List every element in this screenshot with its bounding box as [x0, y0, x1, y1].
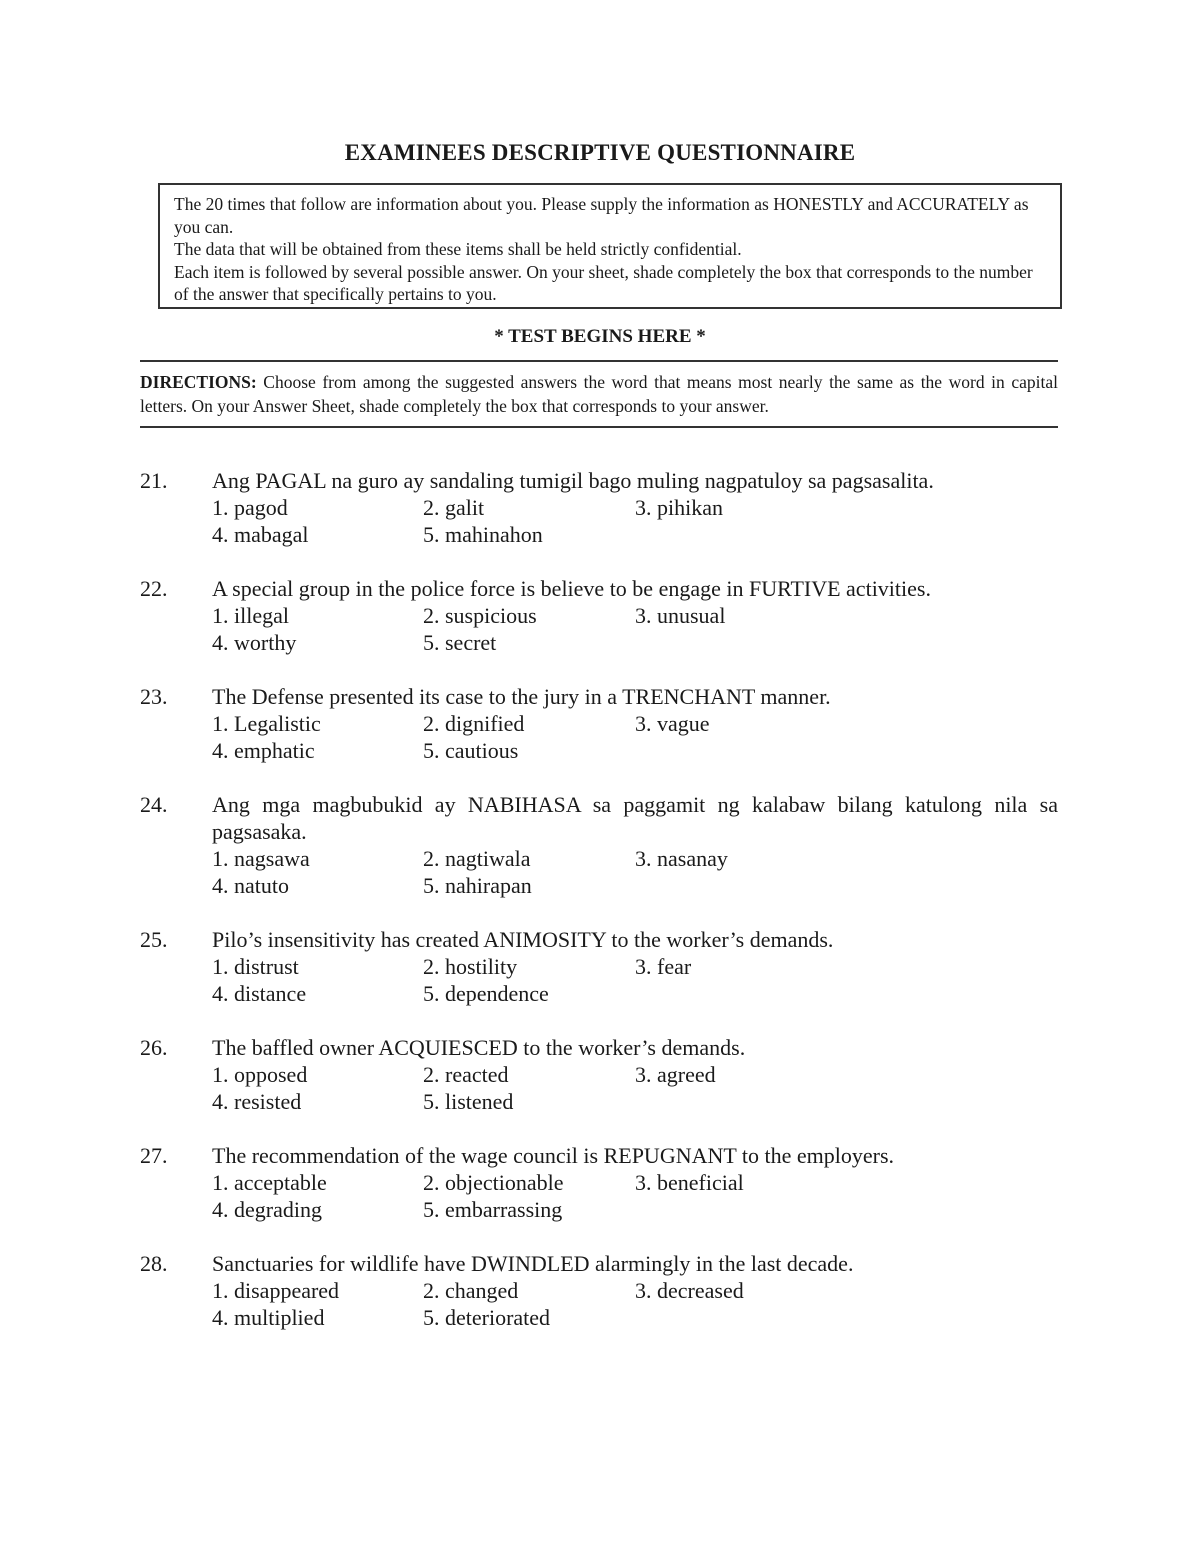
choice-option: 3. beneficial: [635, 1170, 744, 1195]
choice-option: 5. embarrassing: [423, 1197, 563, 1222]
directions-label: DIRECTIONS:: [140, 372, 257, 392]
choice-option: 2. objectionable: [423, 1170, 564, 1195]
choice-option: 5. listened: [423, 1089, 514, 1114]
choice-list: [212, 710, 1058, 764]
choice-option: 4. mabagal: [212, 522, 309, 547]
question-text: Ang mga magbubukid ay NABIHASA sa paggamit ng kalabaw bilang katulong nila sa pagsasaka.: [212, 792, 1058, 844]
instructions-line: The 20 times that follow are information about you. Please supply the information as HONESTLY and ACCURATELY as you can.: [174, 194, 1029, 237]
question-number: 27.: [140, 1143, 168, 1168]
choice-option: 2. suspicious: [423, 603, 537, 628]
question-item: [140, 683, 1058, 764]
question-text: A special group in the police force is believe to be engage in FURTIVE activities.: [212, 576, 931, 601]
choice-option: 1. pagod: [212, 495, 288, 520]
choice-option: 3. nasanay: [635, 846, 728, 871]
choice-option: 5. cautious: [423, 738, 519, 763]
question-number: 23.: [140, 684, 168, 709]
choice-option: 1. illegal: [212, 603, 289, 628]
question-number: 26.: [140, 1035, 168, 1060]
question-text: Sanctuaries for wildlife have DWINDLED alarmingly in the last decade.: [212, 1251, 854, 1276]
choice-option: 5. mahinahon: [423, 522, 543, 547]
choice-option: 5. deteriorated: [423, 1305, 551, 1330]
choice-option: 3. unusual: [635, 603, 726, 628]
choice-option: 5. dependence: [423, 981, 549, 1006]
question-number: 28.: [140, 1251, 168, 1276]
question-item: [140, 1250, 1058, 1331]
question-number: 24.: [140, 792, 168, 817]
question-number: 22.: [140, 576, 168, 601]
choice-option: 2. changed: [423, 1278, 519, 1303]
choice-list: [212, 1169, 1058, 1223]
choice-option: 1. disappeared: [212, 1278, 340, 1303]
choice-option: 1. opposed: [212, 1062, 308, 1087]
question-number: 21.: [140, 468, 168, 493]
divider-bottom: [140, 426, 1058, 428]
choice-option: 2. reacted: [423, 1062, 509, 1087]
test-begins-heading: * TEST BEGINS HERE *: [494, 326, 706, 347]
choice-option: 3. vague: [635, 711, 710, 736]
choice-list: [212, 845, 1058, 899]
question-item: [140, 467, 1058, 548]
choice-option: 2. hostility: [423, 954, 518, 979]
question-text: The Defense presented its case to the jury in a TRENCHANT manner.: [212, 684, 831, 709]
choice-option: 2. dignified: [423, 711, 525, 736]
choice-list: [212, 494, 1058, 548]
choice-option: 2. nagtiwala: [423, 846, 531, 871]
choice-list: [212, 1061, 1058, 1115]
choice-option: 1. Legalistic: [212, 711, 321, 736]
directions: [140, 370, 1058, 418]
question-number: 25.: [140, 927, 168, 952]
choice-option: 4. emphatic: [212, 738, 315, 763]
choice-option: 1. nagsawa: [212, 846, 310, 871]
question-text: Pilo’s insensitivity has created ANIMOSITY to the worker’s demands.: [212, 927, 834, 952]
instructions-line: Each item is followed by several possible answer. On your sheet, shade completely the box that corresponds to the number of the answer that specifically pertains to you.: [174, 261, 1033, 304]
question-text: Ang PAGAL na guro ay sandaling tumigil bago muling nagpatuloy sa pagsasalita.: [212, 468, 934, 493]
choice-option: 5. nahirapan: [423, 873, 532, 898]
choice-option: 3. fear: [635, 954, 692, 979]
directions-text: Choose from among the suggested answers the word that means most nearly the same as the word in capital letters. On your Answer Sheet, shade completely the box that corresponds to your answer.: [140, 372, 1058, 416]
page-title: EXAMINEES DESCRIPTIVE QUESTIONNAIRE: [344, 140, 856, 165]
choice-option: 1. distrust: [212, 954, 299, 979]
question-text: The baffled owner ACQUIESCED to the worker’s demands.: [212, 1035, 746, 1060]
choice-option: 2. galit: [423, 495, 485, 520]
choice-option: 4. natuto: [212, 873, 289, 898]
question-item: [140, 1034, 1058, 1115]
choice-option: 3. agreed: [635, 1062, 716, 1087]
choice-list: [212, 602, 1058, 656]
choice-option: 3. pihikan: [635, 495, 723, 520]
choice-option: 4. distance: [212, 981, 307, 1006]
choice-option: 4. resisted: [212, 1089, 302, 1114]
instructions-line: The data that will be obtained from these items shall be held strictly confidential.: [174, 239, 742, 259]
question-item: [140, 575, 1058, 656]
choice-list: [212, 953, 1058, 1007]
choice-option: 4. worthy: [212, 630, 297, 655]
choice-option: 4. degrading: [212, 1197, 322, 1222]
question-item: [140, 791, 1058, 899]
question-item: [140, 926, 1058, 1007]
choice-option: 5. secret: [423, 630, 497, 655]
choice-option: 3. decreased: [635, 1278, 744, 1303]
question-item: [140, 1142, 1058, 1223]
question-text: The recommendation of the wage council is REPUGNANT to the employers.: [212, 1143, 895, 1168]
instructions-box: [158, 183, 1062, 309]
choice-option: 4. multiplied: [212, 1305, 325, 1330]
divider-top: [140, 360, 1058, 362]
choice-list: [212, 1277, 1058, 1331]
choice-option: 1. acceptable: [212, 1170, 327, 1195]
